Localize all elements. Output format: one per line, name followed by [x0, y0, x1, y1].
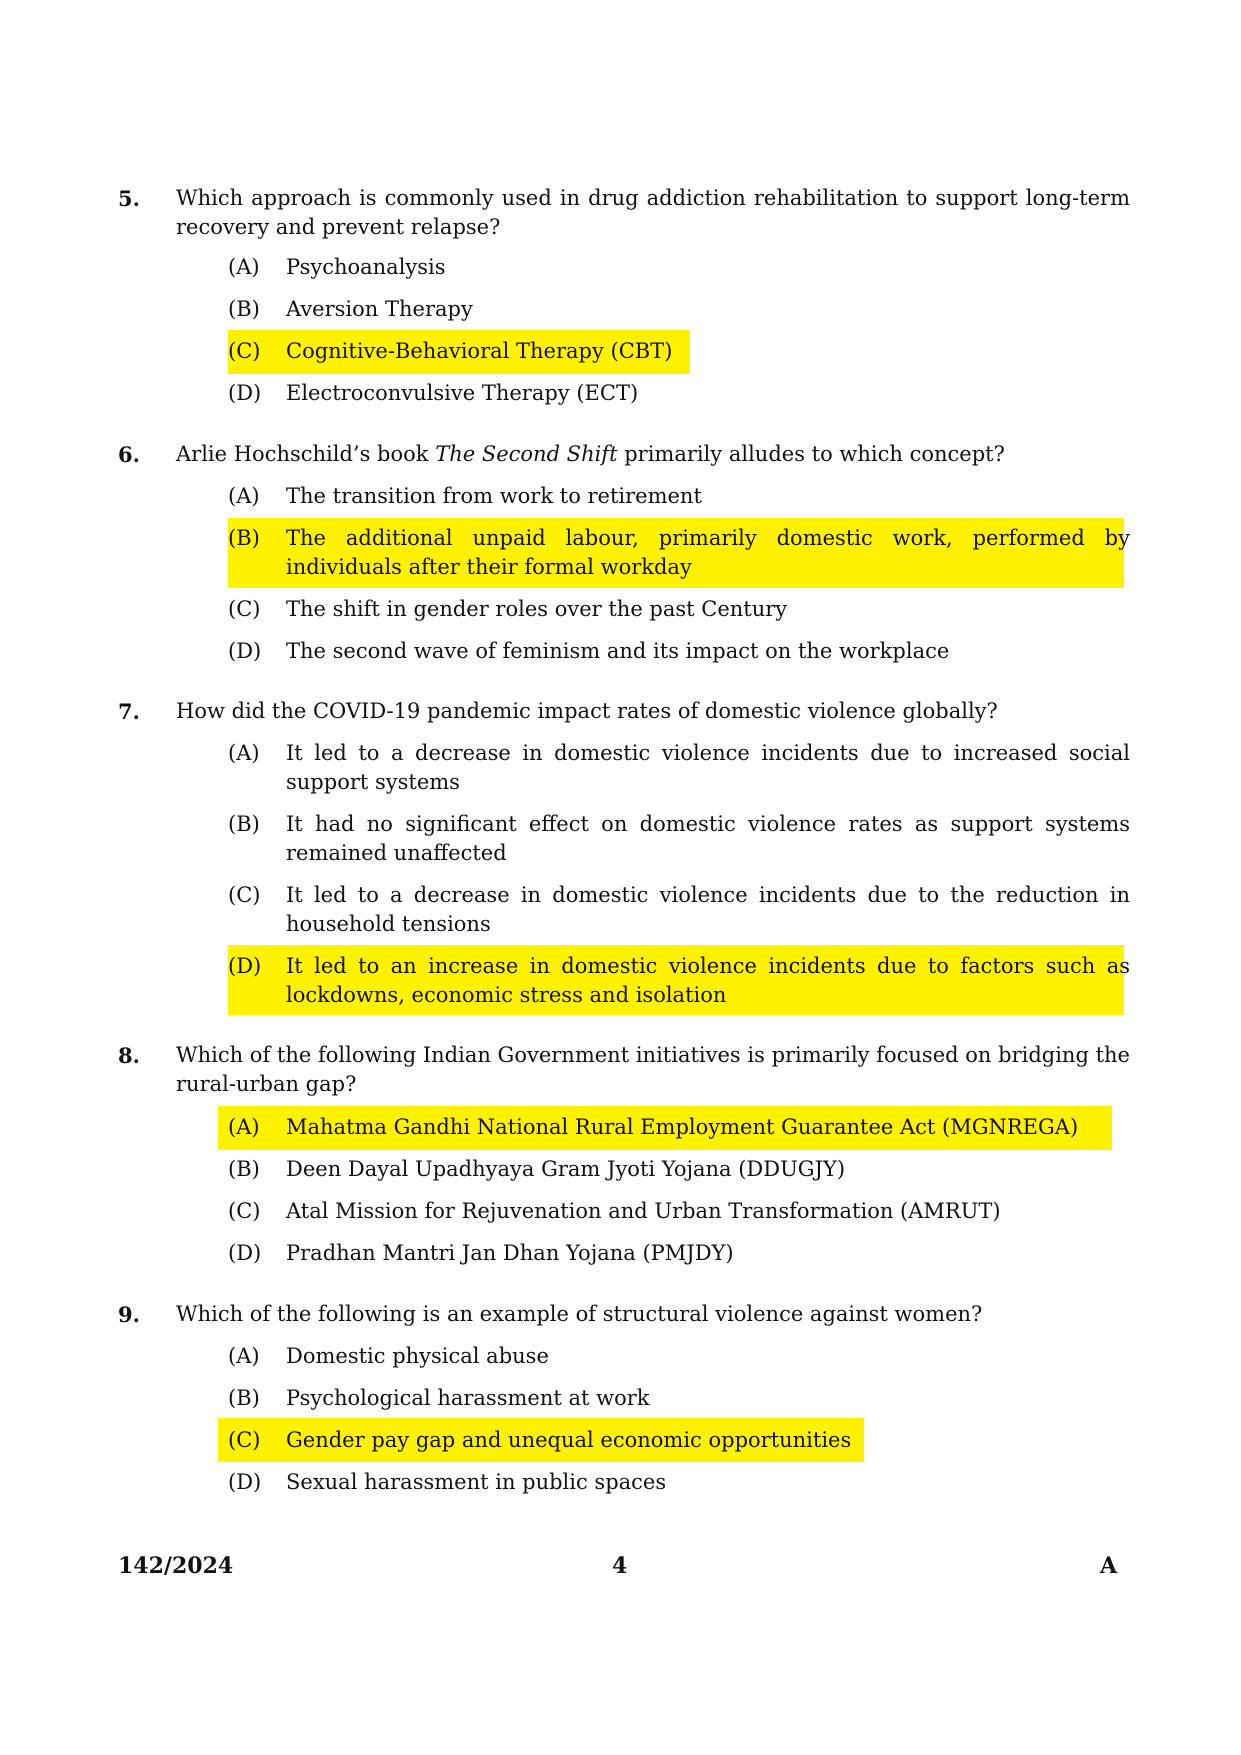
- option-text: Deen Dayal Upadhyaya Gram Jyoti Yojana (DDUGJY): [286, 1157, 846, 1181]
- footer-series: A: [1100, 1553, 1118, 1579]
- option-text: Pradhan Mantri Jan Dhan Yojana (PMJDY): [286, 1241, 734, 1265]
- question-6: [118, 440, 1130, 470]
- option-label: (C): [228, 1428, 261, 1452]
- option-label: (D): [228, 1470, 262, 1494]
- option-label: (C): [228, 339, 261, 363]
- footer-page-number: 4: [612, 1553, 628, 1579]
- option-label: (D): [228, 381, 262, 405]
- option-label: (A): [228, 484, 260, 508]
- question-9: [118, 1300, 1130, 1330]
- option-label: (A): [228, 1344, 260, 1368]
- option-label: (C): [228, 1199, 261, 1223]
- option-label: (C): [228, 883, 261, 907]
- option-label: (B): [228, 812, 260, 836]
- option-label: (B): [228, 526, 260, 550]
- option-label: (B): [228, 297, 260, 321]
- option-text: The transition from work to retirement: [286, 484, 702, 508]
- question-number: 6.: [118, 442, 140, 467]
- question-number: 5.: [118, 186, 140, 211]
- question-text: Which of the following Indian Government initiatives is primarily focused on bridging the rural-urban gap?: [176, 1043, 1130, 1096]
- question-number: 9.: [118, 1302, 140, 1327]
- option-text: It led to an increase in domestic violence incidents due to factors such as lockdowns, economic stress and isolation: [286, 954, 1130, 1007]
- option-label: (A): [228, 255, 260, 279]
- question-8: [118, 1041, 1130, 1101]
- question-text: How did the COVID-19 pandemic impact rates of domestic violence globally?: [176, 699, 998, 723]
- option-label: (A): [228, 1115, 260, 1139]
- question-7: [118, 697, 1130, 727]
- question-number: 7.: [118, 699, 140, 724]
- option-text: Electroconvulsive Therapy (ECT): [286, 381, 639, 405]
- question-5: [118, 184, 1130, 244]
- option-text: The second wave of feminism and its impact on the workplace: [286, 639, 950, 663]
- option-text: Cognitive-Behavioral Therapy (CBT): [286, 339, 673, 363]
- option-label: (B): [228, 1157, 260, 1181]
- option-label: (B): [228, 1386, 260, 1410]
- option-text: Domestic physical abuse: [286, 1344, 549, 1368]
- option-text: It led to a decrease in domestic violence incidents due to the reduction in household tensions: [286, 883, 1130, 936]
- option-text: The shift in gender roles over the past Century: [286, 597, 788, 621]
- question-text-start: Arlie Hochschild’s book: [176, 442, 436, 466]
- question-text: [176, 440, 1130, 469]
- option-label: (A): [228, 741, 260, 765]
- option-text: It had no significant effect on domestic violence rates as support systems remained unaffected: [286, 812, 1130, 865]
- option-text: The additional unpaid labour, primarily domestic work, performed by individuals after their formal workday: [286, 526, 1130, 579]
- question-text: Which approach is commonly used in drug addiction rehabilitation to support long-term recovery and prevent relapse?: [176, 186, 1130, 239]
- option-label: (D): [228, 954, 262, 978]
- option-text: Psychological harassment at work: [286, 1386, 650, 1410]
- question-text: Which of the following is an example of structural violence against women?: [176, 1302, 983, 1326]
- option-text: Sexual harassment in public spaces: [286, 1470, 667, 1494]
- question-number: 8.: [118, 1043, 140, 1068]
- option-text: Mahatma Gandhi National Rural Employment Guarantee Act (MGNREGA): [286, 1115, 1079, 1139]
- question-text-end: primarily alludes to which concept?: [617, 442, 1005, 466]
- book-title: The Second Shift: [435, 442, 618, 466]
- option-text: Aversion Therapy: [286, 297, 473, 321]
- option-text: Psychoanalysis: [286, 255, 446, 279]
- footer-code: 142/2024: [118, 1553, 234, 1579]
- option-text: It led to a decrease in domestic violence incidents due to increased social support systems: [286, 741, 1130, 794]
- option-text: Gender pay gap and unequal economic opportunities: [286, 1428, 852, 1452]
- option-label: (C): [228, 597, 261, 621]
- option-label: (D): [228, 1241, 262, 1265]
- option-text: Atal Mission for Rejuvenation and Urban Transformation (AMRUT): [286, 1199, 1001, 1223]
- option-label: (D): [228, 639, 262, 663]
